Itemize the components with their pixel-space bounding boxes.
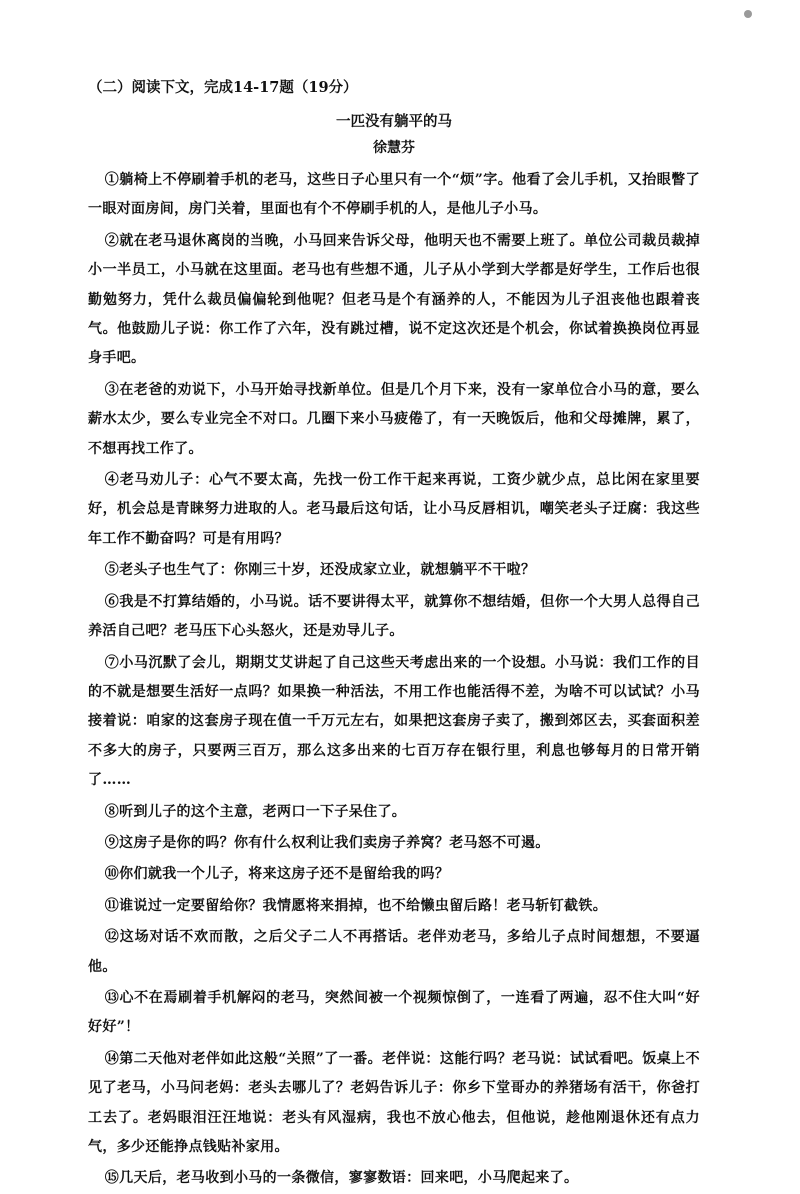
paragraph-5: ⑤老头子也生气了：你刚三十岁，还没成家立业，就想躺平不干啦？ (104, 562, 536, 579)
article-title: 一匹没有躺平的马 (336, 113, 452, 130)
article-author: 徐慧芬 (373, 140, 415, 156)
paragraph-3: ③在老爸的劝说下，小马开始寻找新单位。但是几个月下来，没有一家单位合小马的意，要么薪水太少，要么专业完全不对口。几圈下来小马疲倦了，有一天晚饭后，他和父母摊牌，累了，不想再找工作了。 (88, 381, 700, 457)
paragraph-4: ④老马劝儿子：心气不要太高，先找一份工作干起来再说，工资少就少点，总比闲在家里要好，机会总是青睐努力进取的人。老马最后这句话，让小马反唇相讥，嘲笑老头子迂腐：我这些年工作不勤奋吗？可是有用吗？ (88, 472, 700, 547)
scan-dot-mark (744, 10, 752, 18)
paragraph-10: ⑩你们就我一个儿子，将来这房子还不是留给我的吗？ (104, 866, 450, 883)
paragraph-6: ⑥我是不打算结婚的，小马说。话不要讲得太平，就算你不想结婚，但你一个大男人总得自己养活自己吧？老马压下心头怒火，还是劝导儿子。 (88, 593, 700, 640)
paragraph-11: ⑪谁说过一定要留给你？我情愿将来捐掉，也不给懒虫留后路！老马斩钉截铁。 (104, 897, 608, 914)
paragraph-14: ⑭第二天他对老伴如此这般“关照”了一番。老伴说：这能行吗？老马说：试试看吧。饭桌上不见了老马，小马问老妈：老头去哪儿了？老妈告诉儿子：你乡下堂哥办的养猪场有活干，你爸打工去了。老妈眼泪汪汪地说：老头有风湿病，我也不放心他去，但他说，趁他刚退休还有点力气，多少还能挣点钱贴补家用。 (88, 1050, 700, 1155)
article-body (88, 166, 700, 1194)
paragraph-9: ⑨这房子是你的吗？你有什么权利让我们卖房子养窝？老马怒不可遏。 (104, 834, 550, 851)
paragraph-13: ⑬心不在焉刷着手机解闷的老马，突然间被一个视频惊倒了，一连看了两遍，忍不住大叫“好好好”！ (88, 989, 700, 1036)
paragraph-2: ②就在老马退休离岗的当晚，小马回来告诉父母，他明天也不需要上班了。单位公司裁员裁掉小一半员工，小马就在这里面。老马也有些想不通，儿子从小学到大学都是好学生，工作后也很勤勉努力，凭什么裁员偏偏轮到他呢？但老马是个有涵养的人，不能因为儿子沮丧他也跟着丧气。他鼓励儿子说：你工作了六年，没有跳过槽，说不定这次还是个机会，你试着换换岗位再显身手吧。 (88, 232, 700, 367)
paragraph-7: ⑦小马沉默了会儿，期期艾艾讲起了自己这些天考虑出来的一个设想。小马说：我们工作的目的不就是想要生活好一点吗？如果换一种活法，不用工作也能活得不差，为啥不可以试试？小马接着说：咱家的这套房子现在值一千万元左右，如果把这套房子卖了，搬到郊区去，买套面积差不多大的房子，只要两三百万，那么这多出来的七百万存在银行里，利息也够每月的日常开销了…… (88, 654, 700, 789)
paragraph-12: ⑫这场对话不欢而散，之后父子二人不再搭话。老伴劝老马，多给儿子点时间想想，不要逼他。 (88, 929, 700, 975)
paragraph-1: ①躺椅上不停刷着手机的老马，这些日子心里只有一个“烦”字。他看了会儿手机，又抬眼瞥了一眼对面房间，房门关着，里面也有个不停刷手机的人，是他儿子小马。 (88, 172, 700, 218)
section-heading: （二）阅读下文，完成14-17题（19分） (88, 79, 358, 96)
paragraph-15: ⑮几天后，老马收到小马的一条微信，寥寥数语：回来吧，小马爬起来了。 (104, 1170, 579, 1187)
paragraph-8: ⑧听到儿子的这个主意，老两口一下子呆住了。 (104, 803, 407, 820)
